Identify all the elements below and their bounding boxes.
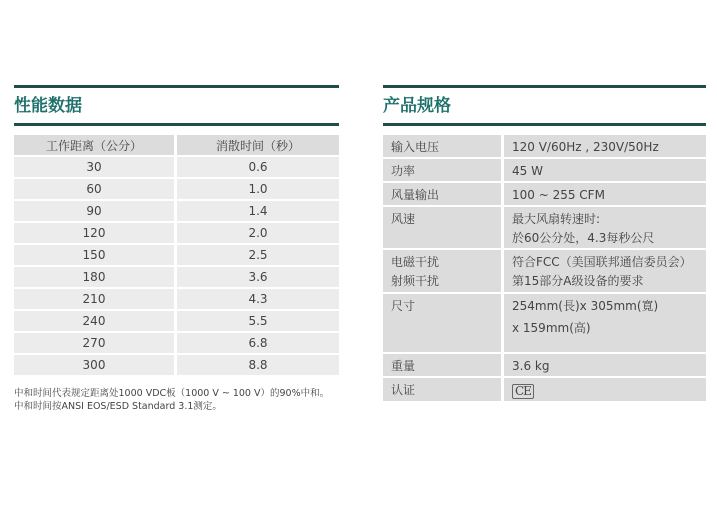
spec-row-voltage: [383, 135, 706, 159]
distance-cell: 60: [14, 179, 177, 201]
wind-line-1: 最大风扇转速时:: [512, 212, 601, 226]
top-rule: [383, 85, 706, 88]
time-cell: 2.0: [177, 223, 339, 245]
distance-cell: 150: [14, 245, 177, 267]
spec-label: 功率: [383, 159, 504, 183]
distance-cell: 180: [14, 267, 177, 289]
spec-row-emi: [383, 250, 706, 294]
time-cell: 4.3: [177, 289, 339, 311]
time-cell: 3.6: [177, 267, 339, 289]
specs-panel: [383, 85, 706, 403]
spec-value: [504, 207, 706, 250]
emi-line-2: 第15部分A级设备的要求: [512, 274, 644, 288]
performance-table: [14, 135, 339, 377]
distance-cell: 300: [14, 355, 177, 377]
table-row: [14, 311, 339, 333]
distance-cell: 270: [14, 333, 177, 355]
title-rule: [383, 123, 706, 126]
emi-label-1: 电磁干扰: [391, 255, 440, 269]
time-cell: 1.4: [177, 201, 339, 223]
spec-row-cert: [383, 378, 706, 403]
time-cell: 8.8: [177, 355, 339, 377]
spec-label: 重量: [383, 354, 504, 378]
specs-title: 产品规格: [383, 96, 451, 116]
emi-line-1: 符合FCC（美国联邦通信委员会）: [512, 255, 692, 269]
distance-cell: 240: [14, 311, 177, 333]
table-row: [14, 289, 339, 311]
time-cell: 0.6: [177, 157, 339, 179]
time-cell: 2.5: [177, 245, 339, 267]
ce-mark-icon: CE: [512, 384, 534, 399]
footnote: [14, 387, 339, 413]
time-cell: 6.8: [177, 333, 339, 355]
spec-row-size: [383, 294, 706, 354]
spec-value: [504, 294, 706, 354]
table-row: [14, 223, 339, 245]
table-row: [14, 245, 339, 267]
table-header-row: [14, 135, 339, 157]
distance-cell: 120: [14, 223, 177, 245]
spec-value: 45 W: [504, 159, 706, 183]
table-row: [14, 267, 339, 289]
spec-value: 3.6 kg: [504, 354, 706, 378]
spec-label: 风量输出: [383, 183, 504, 207]
table-row: [14, 201, 339, 223]
title-rule: [14, 123, 339, 126]
time-cell: 1.0: [177, 179, 339, 201]
spec-row-weight: [383, 354, 706, 378]
size-line-2: x 159mm(高): [512, 321, 591, 335]
header-time: 消散时间（秒）: [177, 135, 339, 157]
spec-label: 风速: [383, 207, 504, 250]
spec-label: [383, 250, 504, 294]
specs-table: [383, 135, 706, 403]
time-cell: 5.5: [177, 311, 339, 333]
emi-label-2: 射频干扰: [391, 274, 440, 288]
spec-value: 100 ~ 255 CFM: [504, 183, 706, 207]
table-row: [14, 157, 339, 179]
size-line-1: 254mm(長)x 305mm(寬): [512, 299, 659, 313]
spec-value: [504, 250, 706, 294]
wind-line-2: 於60公分处，4.3每秒公尺: [512, 231, 655, 245]
footnote-line-1: 中和时间代表规定距离处1000 VDC板（1000 V ~ 100 V）的90%中和。: [14, 388, 330, 399]
distance-cell: 30: [14, 157, 177, 179]
footnote-line-2: 中和时间按ANSI EOS/ESD Standard 3.1测定。: [14, 401, 222, 412]
spec-value: 120 V/60Hz , 230V/50Hz: [504, 135, 706, 159]
spec-row-wind: [383, 207, 706, 250]
header-distance: 工作距离（公分）: [14, 135, 177, 157]
spec-row-power: [383, 159, 706, 183]
spec-label: 认证: [383, 378, 504, 403]
top-rule: [14, 85, 339, 88]
spec-row-airflow: [383, 183, 706, 207]
spec-label: 尺寸: [383, 294, 504, 354]
table-row: [14, 333, 339, 355]
distance-cell: 210: [14, 289, 177, 311]
performance-title: 性能数据: [14, 96, 82, 116]
table-row: [14, 179, 339, 201]
distance-cell: 90: [14, 201, 177, 223]
spec-label: 输入电压: [383, 135, 504, 159]
performance-panel: [14, 85, 339, 413]
spec-value: [504, 378, 706, 403]
table-row: [14, 355, 339, 377]
